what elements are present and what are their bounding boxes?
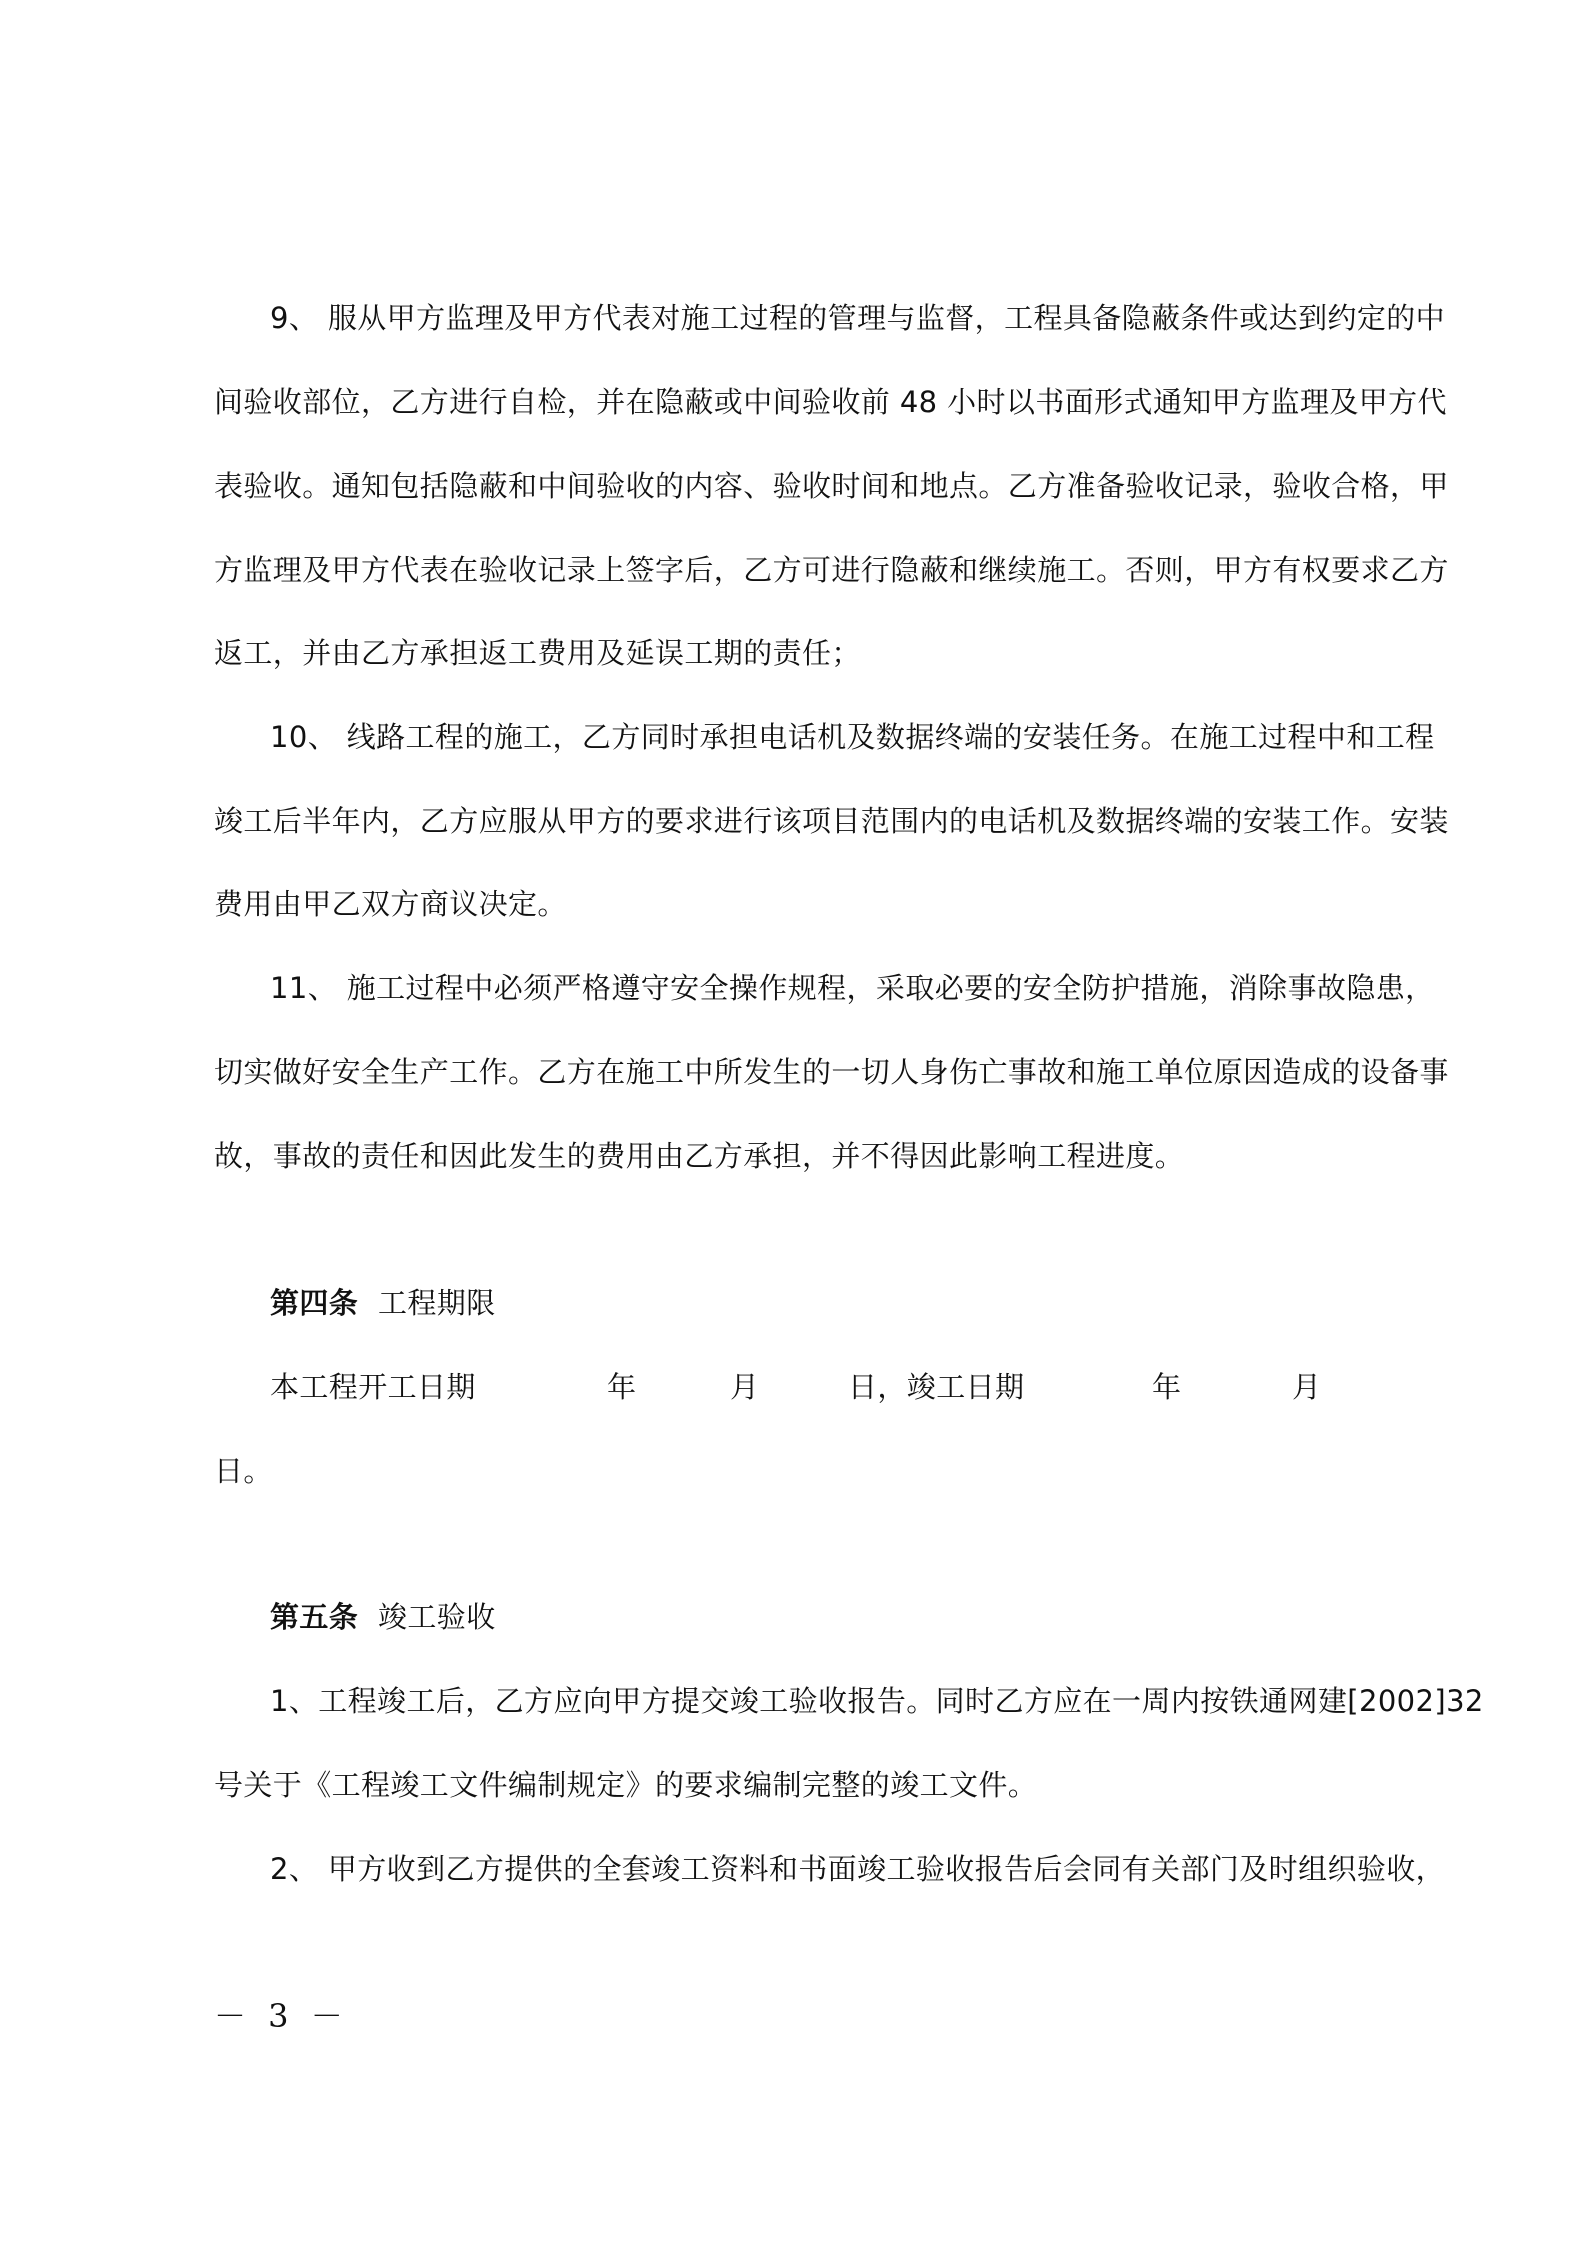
article-5-item-1-line-2: 号关于《工程竣工文件编制规定》的要求编制完整的竣工文件。 [214,1768,1038,1802]
start-year-label: 年 [607,1370,637,1404]
item-11-line-2: 切实做好安全生产工作。乙方在施工中所发生的一切人身伤亡事故和施工单位原因造成的设备事 [214,1055,1449,1089]
item-10-line-3: 费用由甲乙双方商议决定。 [214,887,567,921]
article-5-item-2-line-1: 2、 甲方收到乙方提供的全套竣工资料和书面竣工验收报告后会同有关部门及时组织验收， [270,1852,1446,1886]
article-5-heading-title: 竣工验收 [378,1600,496,1634]
article-5-item-1-line-1: 1、工程竣工后，乙方应向甲方提交竣工验收报告。同时乙方应在一周内按铁通网建[2002]32 [270,1684,1484,1718]
article-4-heading-number: 第四条 [270,1286,359,1320]
item-9-line-1: 9、 服从甲方监理及甲方代表对施工过程的管理与监督，工程具备隐蔽条件或达到约定的中 [270,301,1446,335]
end-year-label: 年 [1152,1370,1182,1404]
article-5-heading-number: 第五条 [270,1600,359,1634]
item-9-line-5: 返工，并由乙方承担返工费用及延误工期的责任； [214,636,861,670]
start-month-label: 月 [730,1370,760,1404]
start-date-label: 本工程开工日期 [270,1370,476,1404]
item-9-line-3: 表验收。通知包括隐蔽和中间验收的内容、验收时间和地点。乙方准备验收记录，验收合格，甲 [214,469,1449,503]
item-11-line-1: 11、 施工过程中必须严格遵守安全操作规程，采取必要的安全防护措施，消除事故隐患， [270,971,1435,1005]
item-11-line-3: 故，事故的责任和因此发生的费用由乙方承担，并不得因此影响工程进度。 [214,1139,1185,1173]
item-9-line-4: 方监理及甲方代表在验收记录上签字后，乙方可进行隐蔽和继续施工。否则，甲方有权要求乙方 [214,553,1449,587]
article-4-heading-title: 工程期限 [378,1286,496,1320]
end-month-label: 月 [1292,1370,1322,1404]
item-9-line-2: 间验收部位，乙方进行自检，并在隐蔽或中间验收前 48 小时以书面形式通知甲方监理及甲方代 [214,385,1447,419]
item-10-line-2: 竣工后半年内，乙方应服从甲方的要求进行该项目范围内的电话机及数据终端的安装工作。安装 [214,804,1449,838]
page-number: － 3 － [214,1997,349,2035]
start-day-completion-label: 日，竣工日期 [848,1370,1025,1404]
item-10-line-1: 10、 线路工程的施工，乙方同时承担电话机及数据终端的安装任务。在施工过程中和工程 [270,720,1435,754]
end-day-label: 日。 [214,1454,273,1488]
